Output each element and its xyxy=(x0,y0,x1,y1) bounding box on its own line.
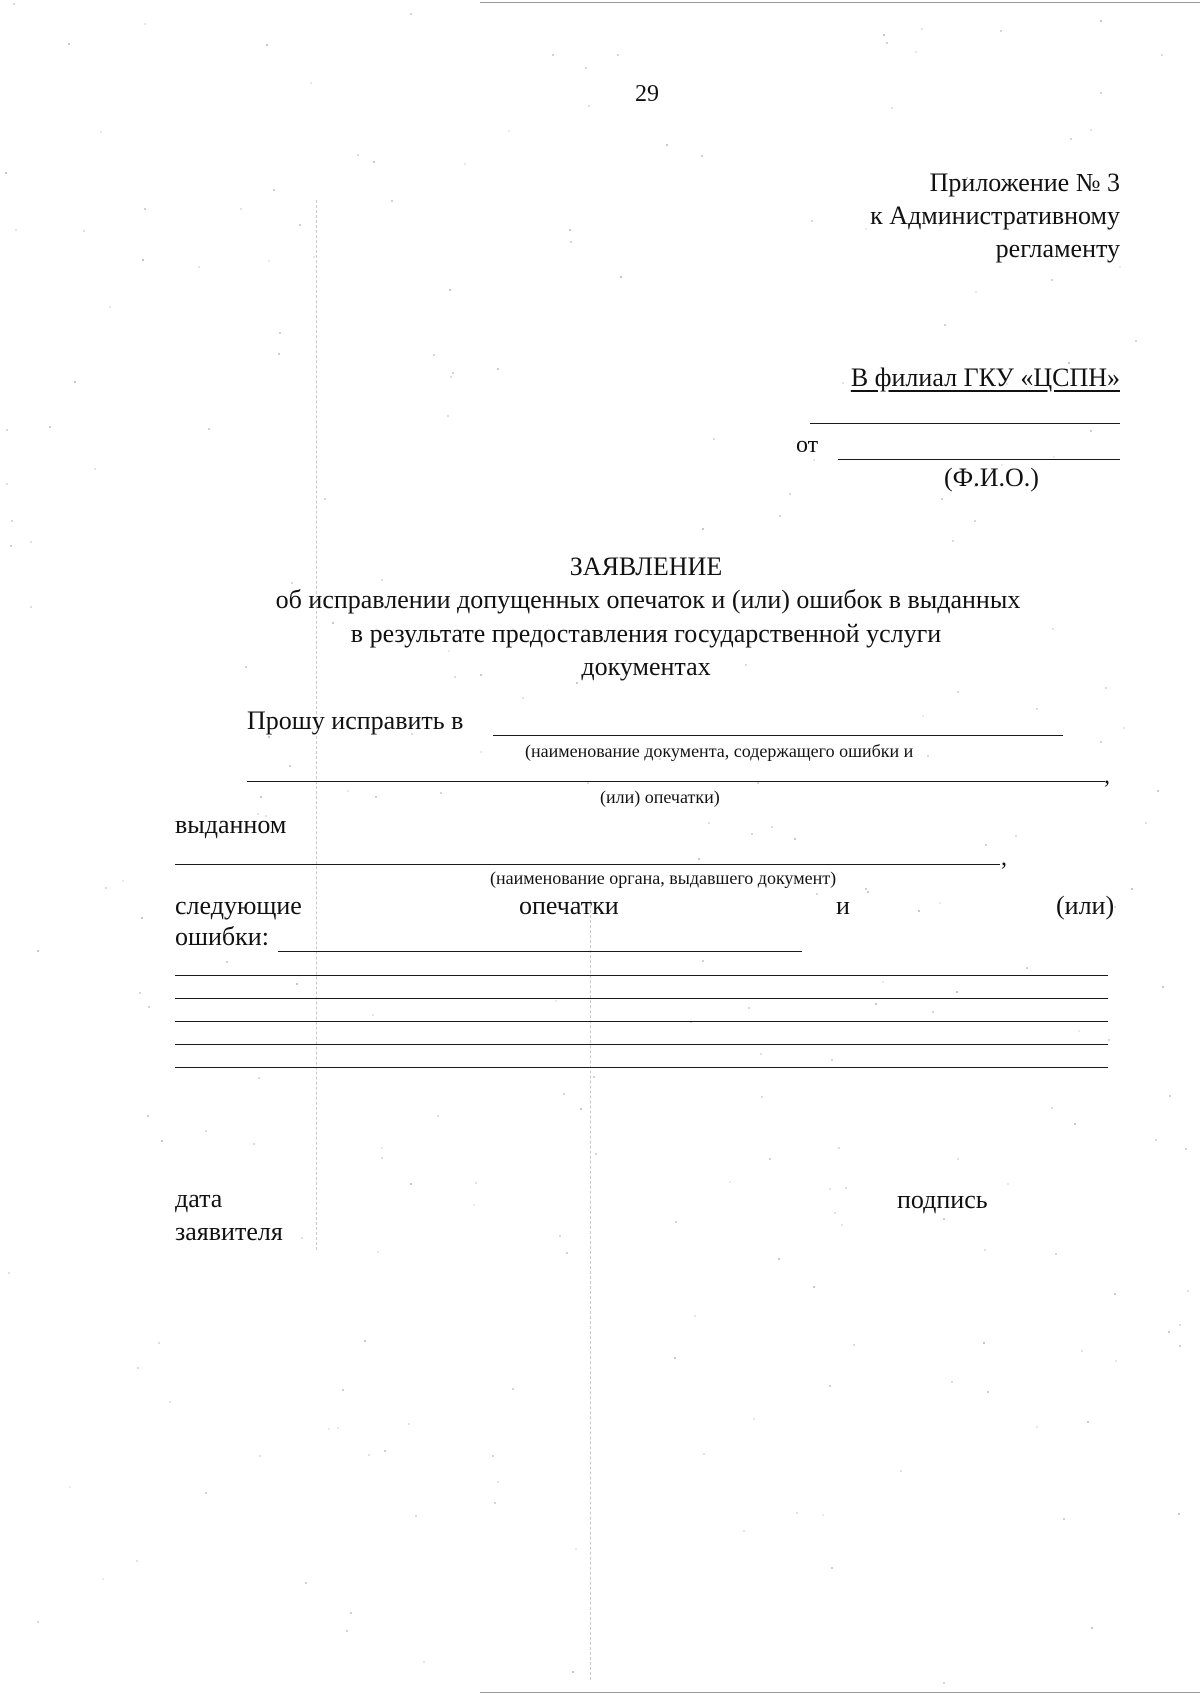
scan-speck xyxy=(1026,967,1028,969)
scan-speck xyxy=(974,520,976,522)
scan-speck xyxy=(449,289,451,291)
scan-speck xyxy=(1063,1518,1065,1520)
scan-speck xyxy=(922,715,924,717)
scan-speck xyxy=(49,426,51,428)
scan-speck xyxy=(423,1661,425,1663)
scan-speck xyxy=(5,172,7,174)
scan-speck xyxy=(813,459,815,461)
scan-speck xyxy=(729,1181,731,1183)
scan-speck xyxy=(433,354,435,356)
scan-speck xyxy=(956,991,958,993)
scan-speck xyxy=(1000,30,1002,32)
scan-speck xyxy=(464,163,466,165)
appendix-line-3: регламенту xyxy=(995,234,1120,263)
scan-speck xyxy=(552,54,554,56)
following-word-3: и xyxy=(836,891,850,920)
scan-speck xyxy=(865,228,867,230)
scan-speck xyxy=(1081,1350,1083,1352)
fio-caption: (Ф.И.О.) xyxy=(944,463,1039,492)
appendix-line-1: Приложение № 3 xyxy=(929,168,1120,197)
scan-speck xyxy=(313,256,315,258)
scan-speck xyxy=(1123,727,1125,729)
scan-speck xyxy=(1187,1290,1189,1292)
scan-speck xyxy=(1114,1293,1116,1295)
scan-speck xyxy=(408,1423,410,1425)
scan-speck xyxy=(377,1251,379,1253)
signature-label: подпись xyxy=(897,1185,988,1214)
scan-speck xyxy=(883,34,885,36)
scan-speck xyxy=(921,28,923,30)
scan-speck xyxy=(1091,1627,1093,1629)
scan-speck xyxy=(1070,138,1072,140)
scan-speck xyxy=(580,1108,582,1110)
scan-speck xyxy=(769,1158,771,1160)
scan-speck xyxy=(853,1344,855,1346)
scan-speck xyxy=(1055,1253,1057,1255)
scan-speck xyxy=(987,1391,989,1393)
scan-speck xyxy=(37,1621,39,1623)
scan-speck xyxy=(957,691,959,693)
scan-speck xyxy=(381,1147,383,1149)
scan-speck xyxy=(952,540,954,542)
scan-speck xyxy=(492,1455,494,1457)
scan-speck xyxy=(226,961,228,963)
scan-speck xyxy=(593,1076,595,1078)
scan-speck xyxy=(708,822,710,824)
scan-speck xyxy=(595,1153,597,1155)
scan-speck xyxy=(585,67,587,69)
scan-speck xyxy=(1162,986,1164,988)
scan-speck xyxy=(1087,1421,1089,1423)
scan-speck xyxy=(1105,687,1107,689)
scan-speck xyxy=(450,376,452,378)
scan-speck xyxy=(842,382,844,384)
scan-speck xyxy=(240,208,242,210)
scan-speck xyxy=(951,1381,953,1383)
addressee-from-label: от xyxy=(796,432,819,458)
scan-speck xyxy=(822,1514,824,1516)
scan-speck xyxy=(1051,279,1053,281)
statement-subtitle-line-3: документах xyxy=(581,652,711,681)
scan-speck xyxy=(891,107,893,109)
issuing-authority-line xyxy=(175,864,1000,865)
scan-speck xyxy=(927,755,929,757)
scan-speck xyxy=(943,1218,945,1220)
scan-speck xyxy=(841,1224,843,1226)
scan-speck xyxy=(437,1115,439,1117)
scan-speck xyxy=(831,1567,833,1569)
scan-speck xyxy=(291,582,293,584)
scan-speck xyxy=(886,42,888,44)
scan-speck xyxy=(475,1182,477,1184)
scan-speck xyxy=(208,428,210,430)
scan-speck xyxy=(1179,1345,1181,1347)
scan-speck xyxy=(1185,1148,1187,1150)
scan-speck xyxy=(867,891,869,893)
scan-speck xyxy=(918,910,920,912)
scan-speck xyxy=(198,266,200,268)
scan-speck xyxy=(1155,1139,1157,1141)
following-word-2: опечатки xyxy=(519,891,619,920)
scan-speck xyxy=(144,23,146,25)
scan-speck xyxy=(364,1340,366,1342)
scan-speck xyxy=(743,1530,745,1532)
scan-speck xyxy=(620,276,622,278)
scan-speck xyxy=(703,1453,705,1455)
scan-speck xyxy=(1036,708,1038,710)
scan-speck xyxy=(1145,822,1147,824)
scan-speck xyxy=(1108,1039,1110,1041)
scan-speck xyxy=(944,324,946,326)
scan-speck xyxy=(1036,1426,1038,1428)
statement-subtitle-line-1: об исправлении допущенных опечаток и (или) ошибок в выданных xyxy=(275,585,1021,614)
scan-speck xyxy=(559,1235,561,1237)
scan-speck xyxy=(391,200,393,202)
scan-speck xyxy=(698,858,700,860)
statement-subtitle-line-2: в результате предоставления государственной услуги xyxy=(350,619,942,648)
scan-speck xyxy=(811,220,813,222)
scan-speck xyxy=(136,1560,138,1562)
scan-speck xyxy=(845,1187,847,1189)
scan-speck xyxy=(701,155,703,157)
scan-speck xyxy=(587,782,589,784)
scan-speck xyxy=(1131,888,1133,890)
errors-label: ошибки: xyxy=(175,922,269,951)
scan-speck xyxy=(575,1548,577,1550)
scan-speck xyxy=(1015,835,1017,837)
scan-speck xyxy=(1007,1183,1009,1185)
scan-speck xyxy=(440,792,442,794)
scan-speck xyxy=(368,1454,370,1456)
scan-speck xyxy=(69,1486,71,1488)
scan-speck xyxy=(324,498,326,500)
scan-speck xyxy=(1114,906,1116,908)
scan-speck xyxy=(147,1115,149,1117)
scan-speck xyxy=(694,1315,696,1317)
scan-speck xyxy=(829,1188,831,1190)
issued-label: выданном xyxy=(175,810,287,839)
scan-speck xyxy=(258,1077,260,1079)
scan-speck xyxy=(563,1093,565,1095)
scan-speck xyxy=(1168,1331,1170,1333)
scan-fold-line-center xyxy=(590,900,591,1680)
scan-speck xyxy=(1178,1513,1180,1515)
scan-speck xyxy=(831,1059,833,1061)
scan-edge-top xyxy=(480,2,1200,3)
scan-speck xyxy=(109,306,111,308)
scan-speck xyxy=(83,230,85,232)
scan-speck xyxy=(1179,1324,1181,1326)
scan-speck xyxy=(1090,129,1092,131)
scan-speck xyxy=(94,468,96,470)
scan-speck xyxy=(779,515,781,517)
scan-speck xyxy=(142,259,144,261)
scan-speck xyxy=(473,1204,475,1206)
scan-speck xyxy=(310,82,312,84)
scan-speck xyxy=(452,372,454,374)
errors-line-0 xyxy=(278,951,802,952)
errors-line-5 xyxy=(175,1067,1108,1068)
comma-2: , xyxy=(1001,845,1007,871)
scan-speck xyxy=(30,541,32,543)
scan-speck xyxy=(37,950,39,952)
scan-edge-bottom xyxy=(480,1692,1200,1693)
scan-speck xyxy=(357,154,359,156)
scan-speck xyxy=(415,1515,417,1517)
scan-speck xyxy=(1115,1360,1117,1362)
scan-speck xyxy=(713,438,715,440)
scan-speck xyxy=(778,1258,780,1260)
scan-speck xyxy=(342,1389,344,1391)
scan-speck xyxy=(299,224,301,226)
scan-speck xyxy=(74,381,76,383)
scan-speck xyxy=(1157,790,1159,792)
scan-speck xyxy=(588,105,590,107)
scan-speck xyxy=(941,498,943,500)
statement-heading: ЗАЯВЛЕНИЕ xyxy=(569,552,723,581)
scan-speck xyxy=(875,1003,877,1005)
scan-speck xyxy=(375,796,377,798)
scan-speck xyxy=(751,833,753,835)
scan-speck xyxy=(813,1286,815,1288)
scan-speck xyxy=(289,765,291,767)
scan-speck xyxy=(301,1237,303,1239)
scan-speck xyxy=(105,887,107,889)
scan-speck xyxy=(829,1385,831,1387)
caption-document-name-2: (или) опечатки) xyxy=(600,787,720,807)
scan-speck xyxy=(497,1481,499,1483)
scan-speck xyxy=(789,493,791,495)
scan-speck xyxy=(522,697,524,699)
scan-speck xyxy=(205,1492,207,1494)
scan-speck xyxy=(834,1212,836,1214)
scan-speck xyxy=(273,189,275,191)
scan-speck xyxy=(1090,430,1092,432)
scan-speck xyxy=(572,1671,574,1673)
document-name-line-2 xyxy=(247,781,1105,782)
scan-speck xyxy=(11,520,13,522)
scan-speck xyxy=(410,1183,412,1185)
scan-speck xyxy=(346,1630,348,1632)
scan-speck xyxy=(102,1578,104,1580)
scan-speck xyxy=(915,51,917,53)
scan-speck xyxy=(1161,54,1163,56)
scan-speck xyxy=(328,1428,330,1430)
scan-speck xyxy=(148,1006,150,1008)
addressee-to: В филиал ГКУ «ЦСПН» xyxy=(850,363,1120,392)
scan-speck xyxy=(1100,20,1102,22)
scan-speck xyxy=(268,736,270,738)
scan-speck xyxy=(566,1252,568,1254)
scan-speck xyxy=(337,1427,339,1429)
scan-speck xyxy=(760,1053,762,1055)
scan-speck xyxy=(1169,1095,1171,1097)
scan-speck xyxy=(268,260,270,262)
scan-speck xyxy=(144,208,146,210)
scan-speck xyxy=(570,241,572,243)
scan-speck xyxy=(6,429,8,431)
document-name-line xyxy=(493,735,1063,736)
scan-speck xyxy=(1100,92,1102,94)
addressee-fio-line xyxy=(838,459,1120,460)
scan-speck xyxy=(480,751,482,753)
scan-speck xyxy=(100,131,102,133)
following-word-4: (или) xyxy=(1056,891,1115,920)
scan-speck xyxy=(279,332,281,334)
request-label: Прошу исправить в xyxy=(247,706,464,735)
scan-speck xyxy=(617,54,619,56)
addressee-blank-line-1 xyxy=(810,423,1120,424)
caption-document-name-1: (наименование документа, содержащего ошибки и xyxy=(525,741,914,761)
scan-speck xyxy=(757,782,759,784)
scan-speck xyxy=(13,3,15,5)
scan-speck xyxy=(702,960,704,962)
scan-speck xyxy=(1119,266,1121,268)
scan-speck xyxy=(1053,456,1055,458)
errors-line-4 xyxy=(175,1044,1108,1045)
scan-speck xyxy=(259,1455,261,1457)
scan-speck xyxy=(253,1143,255,1145)
scan-speck xyxy=(278,353,280,355)
scan-speck xyxy=(447,415,449,417)
scan-speck xyxy=(497,368,499,370)
scan-speck xyxy=(8,1272,10,1274)
errors-line-3 xyxy=(175,1021,1108,1022)
scan-speck xyxy=(260,796,262,798)
scan-speck xyxy=(555,1000,557,1002)
scan-speck xyxy=(939,902,941,904)
scan-speck xyxy=(702,528,704,530)
scan-speck xyxy=(381,1157,383,1159)
scan-speck xyxy=(410,13,412,15)
scan-speck xyxy=(494,1502,496,1504)
scan-speck xyxy=(748,1007,750,1009)
scan-speck xyxy=(771,826,773,828)
scan-speck xyxy=(674,1357,676,1359)
scan-speck xyxy=(205,1130,207,1132)
scan-speck xyxy=(882,981,884,983)
scan-speck xyxy=(158,1342,160,1344)
applicant-label: заявителя xyxy=(175,1217,283,1246)
scan-speck xyxy=(984,1249,986,1251)
scan-speck xyxy=(666,144,668,146)
scan-speck xyxy=(141,917,143,919)
following-word-1: следующие xyxy=(175,891,302,920)
scan-speck xyxy=(1074,1123,1076,1125)
caption-issuing-authority: (наименование органа, выдавшего документ) xyxy=(490,868,837,888)
scan-speck xyxy=(161,1140,163,1142)
scan-speck xyxy=(266,44,268,46)
scan-speck xyxy=(122,880,124,882)
comma-1: , xyxy=(1104,763,1110,789)
scan-speck xyxy=(943,1682,945,1684)
scan-speck xyxy=(1078,1030,1080,1032)
scan-speck xyxy=(753,1418,755,1420)
scan-speck xyxy=(15,229,17,231)
scan-speck xyxy=(975,291,977,293)
scan-speck xyxy=(372,1014,374,1016)
scan-speck xyxy=(373,161,375,163)
date-label: дата xyxy=(175,1184,223,1213)
scan-speck xyxy=(1135,340,1137,342)
scan-speck xyxy=(983,1342,985,1344)
scan-speck xyxy=(794,838,796,840)
scan-speck xyxy=(296,983,298,985)
scan-speck xyxy=(139,992,141,994)
scan-speck xyxy=(932,1011,934,1013)
scan-speck xyxy=(508,130,510,132)
scan-speck xyxy=(675,1221,677,1223)
scan-speck xyxy=(1100,741,1102,743)
scan-speck xyxy=(816,893,818,895)
scan-speck xyxy=(1051,1107,1053,1109)
scan-speck xyxy=(985,844,987,846)
page-number: 29 xyxy=(635,81,659,107)
errors-line-1 xyxy=(175,975,1108,976)
scan-speck xyxy=(838,1147,840,1149)
scan-speck xyxy=(350,1612,352,1614)
scan-speck xyxy=(900,1470,902,1472)
scan-speck xyxy=(576,682,578,684)
scan-speck xyxy=(10,545,12,547)
scan-speck xyxy=(68,43,70,45)
scan-speck xyxy=(305,1582,307,1584)
scan-speck xyxy=(6,483,8,485)
scan-speck xyxy=(796,1512,798,1514)
errors-line-2 xyxy=(175,998,1108,999)
scan-speck xyxy=(761,1096,763,1098)
scan-speck xyxy=(137,1367,139,1369)
scan-speck xyxy=(512,1388,514,1390)
scan-speck xyxy=(957,1158,959,1160)
scan-speck xyxy=(865,888,867,890)
scan-speck xyxy=(569,229,571,231)
scan-speck xyxy=(384,1450,386,1452)
scan-speck xyxy=(347,790,349,792)
scan-speck xyxy=(169,1401,171,1403)
appendix-line-2: к Административному xyxy=(870,201,1120,230)
